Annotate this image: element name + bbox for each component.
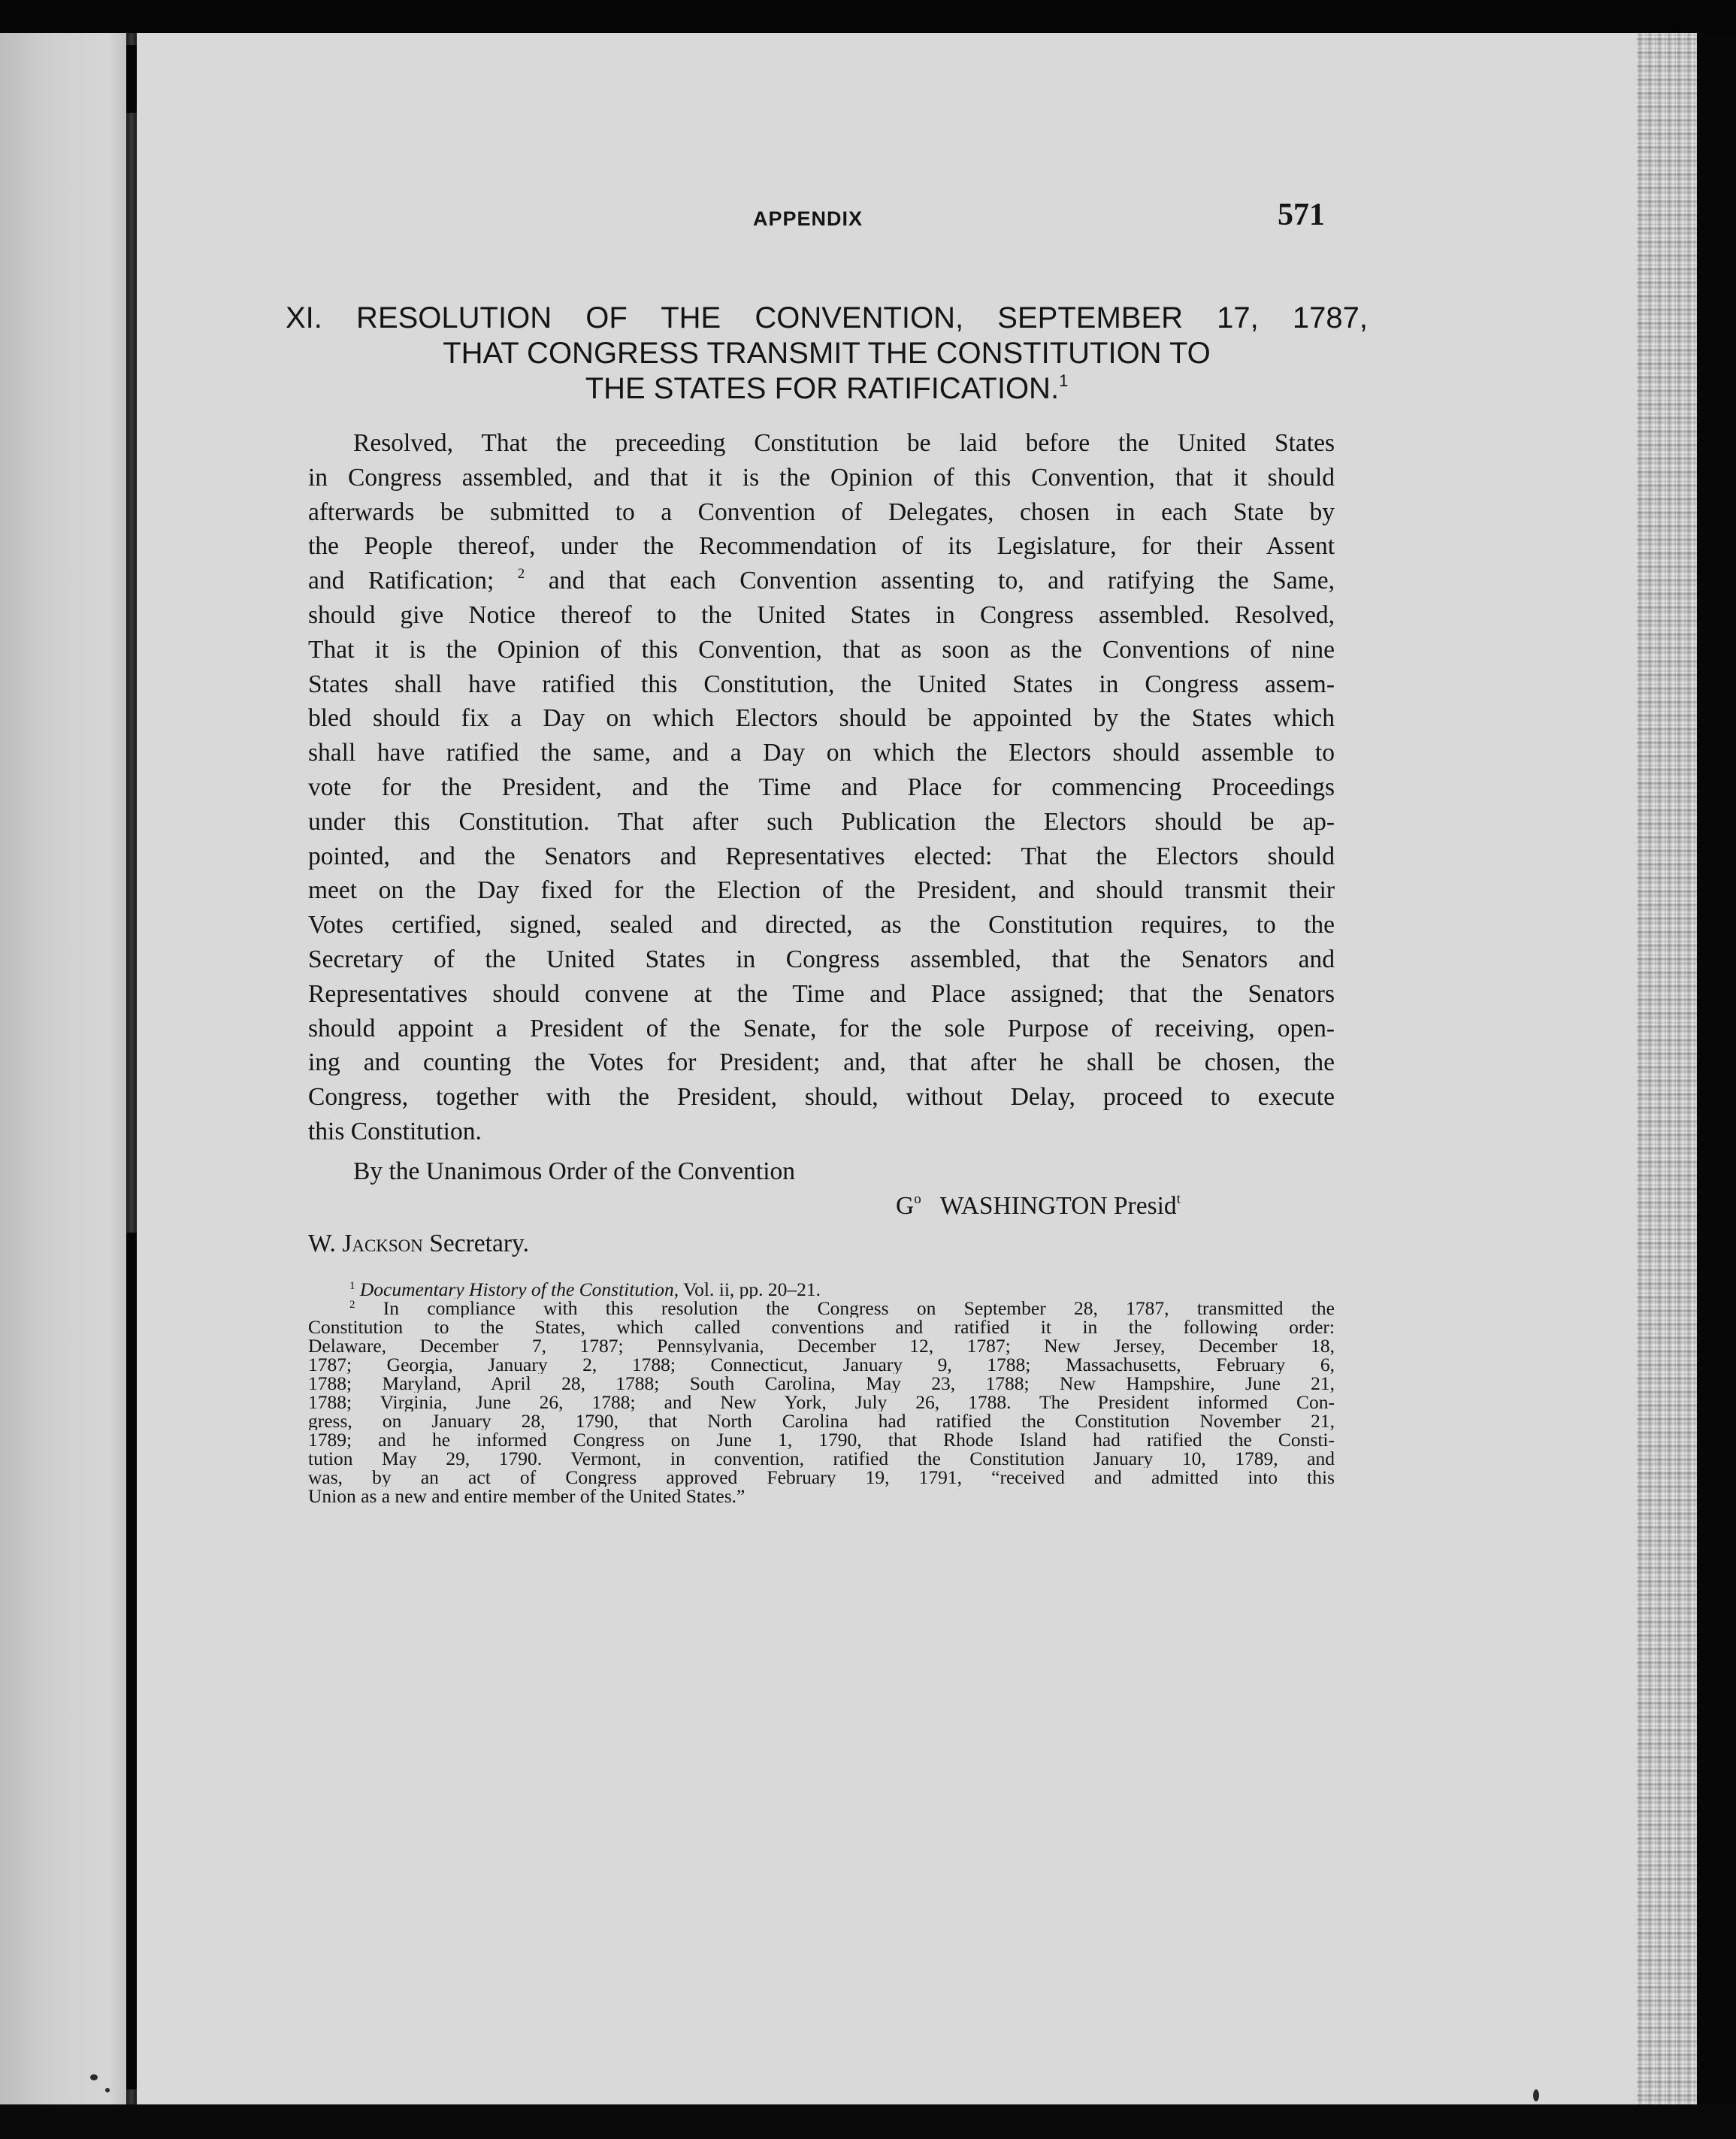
footnotes <box>308 1280 1335 1505</box>
resolution-text <box>308 426 1335 1149</box>
secretary-name: Jackson <box>342 1230 423 1257</box>
signature-initial-sup: o <box>914 1191 921 1207</box>
signature-initial: G <box>896 1192 915 1220</box>
text-span: and that each Convention assenting to, and ratifying the Same, <box>548 567 1335 595</box>
text-line: the People thereof, under the Recommendation of its Legislature, for their Assent <box>308 532 1335 561</box>
gutter-mark <box>126 1233 137 2089</box>
signature-title-sup: t <box>1176 1191 1181 1207</box>
footnote-1 <box>308 1280 1335 1299</box>
footnote-source-title: Documentary History of the Constitution, <box>359 1280 679 1299</box>
footnote-ref: 2 <box>517 566 525 582</box>
footnote-line: tution May 29, 1790. Vermont, in convention, ratified the Constitution January 10, 1789, and <box>308 1449 1335 1468</box>
signature-secretary <box>308 1230 529 1258</box>
footnote-line: was, by an act of Congress approved February 19, 1791, “received and admitted into this <box>308 1468 1335 1487</box>
text-line: meet on the Day fixed for the Election of the President, and should transmit their <box>308 876 1335 905</box>
text-line: ing and counting the Votes for President; and, that after he shall be chosen, the <box>308 1048 1335 1077</box>
footnote-line: Delaware, December 7, 1787; Pennsylvania, December 12, 1787; New Jersey, December 18, <box>308 1336 1335 1355</box>
footnote-2 <box>308 1299 1335 1318</box>
footnote-line: gress, on January 28, 1790, that North Carolina had ratified the Constitution November 21, <box>308 1411 1335 1430</box>
scan-right-border <box>1697 33 1736 2104</box>
gutter-mark <box>126 45 137 113</box>
text-line: this Constitution. <box>308 1117 482 1145</box>
page-number: 571 <box>1278 198 1325 232</box>
title-line: THAT CONGRESS TRANSMIT THE CONSTITUTION TO <box>443 337 1211 370</box>
page-edges <box>1637 33 1697 2104</box>
scan-speck <box>1533 2089 1539 2101</box>
text-line: afterwards be submitted to a Convention of Delegates, chosen in each State by <box>308 498 1335 526</box>
footnote-text: In compliance with this resolution the Congress on September 28, 1787, transmitted the <box>383 1299 1335 1318</box>
scan-top-border <box>0 0 1736 33</box>
footnote-text: Vol. ii, pp. 20–21. <box>679 1280 821 1299</box>
text-line: should appoint a President of the Senate, for the sole Purpose of receiving, open- <box>308 1014 1335 1042</box>
text-line: Congress, together with the President, should, without Delay, proceed to execute <box>308 1083 1335 1112</box>
text-line: bled should fix a Day on which Electors should be appointed by the States which <box>308 704 1335 733</box>
footnote-line: Union as a new and entire member of the United States.” <box>308 1487 746 1505</box>
running-head: APPENDIX <box>753 207 863 230</box>
text-line: under this Constitution. That after such Publication the Electors should be ap- <box>308 807 1335 836</box>
text-line: pointed, and the Senators and Representatives elected: That the Electors should <box>308 842 1335 870</box>
signature-washington <box>896 1192 1181 1221</box>
text-line: That it is the Opinion of this Convention, that as soon as the Conventions of nine <box>308 635 1335 664</box>
footnote-line: 1788; Virginia, June 26, 1788; and New York, July 26, 1788. The President informed Con- <box>308 1393 1335 1411</box>
footnote-line: 1787; Georgia, January 2, 1788; Connecticut, January 9, 1788; Massachusetts, February 6, <box>308 1355 1335 1374</box>
title-line: XI. RESOLUTION OF THE CONVENTION, SEPTEMBER 17, 1787, <box>286 301 1368 334</box>
text-line: shall have ratified the same, and a Day on which the Electors should assemble to <box>308 739 1335 767</box>
text-line: States shall have ratified this Constitution, the United States in Congress assem- <box>308 670 1335 698</box>
scan-speck <box>90 2074 98 2080</box>
text-line: Representatives should convene at the Time and Place assigned; that the Senators <box>308 979 1335 1008</box>
order-line: By the Unanimous Order of the Convention <box>353 1157 796 1185</box>
footnote-line: 1789; and he informed Congress on June 1, 1790, that Rhode Island had ratified the Consti- <box>308 1430 1335 1449</box>
title-line <box>286 371 1368 407</box>
section-title <box>286 301 1368 407</box>
secretary-role: Secretary. <box>422 1230 529 1257</box>
scan-bottom-border <box>0 2104 1736 2139</box>
signature-name: WASHINGTON Presid <box>939 1192 1177 1220</box>
text-line: in Congress assembled, and that it is the Opinion of this Convention, that it should <box>308 463 1335 492</box>
footnote-marker: 2 <box>349 1299 355 1311</box>
title-text: THE STATES FOR RATIFICATION. <box>585 372 1060 405</box>
text-line: Resolved, That the preceeding Constitution be laid before the United States <box>353 429 1335 457</box>
footnote-marker: 1 <box>349 1280 355 1292</box>
secretary-initial: W. <box>308 1230 343 1257</box>
footnote-line: 1788; Maryland, April 28, 1788; South Carolina, May 23, 1788; New Hampshire, June 21, <box>308 1374 1335 1393</box>
text-line: vote for the President, and the Time and Place for commencing Proceedings <box>308 773 1335 801</box>
text-line: should give Notice thereof to the United States in Congress assembled. Resolved, <box>308 601 1335 629</box>
footnote-ref: 1 <box>1059 371 1069 390</box>
text-line: Votes certified, signed, sealed and directed, as the Constitution requires, to the <box>308 911 1335 939</box>
text-line <box>308 564 1335 598</box>
scan-speck <box>105 2088 110 2092</box>
text-span: and Ratification; <box>308 567 494 595</box>
text-line: Secretary of the United States in Congress assembled, that the Senators and <box>308 945 1335 973</box>
facing-page-edge <box>0 33 126 2104</box>
footnote-line: Constitution to the States, which called conventions and ratified it in the following order: <box>308 1318 1335 1336</box>
